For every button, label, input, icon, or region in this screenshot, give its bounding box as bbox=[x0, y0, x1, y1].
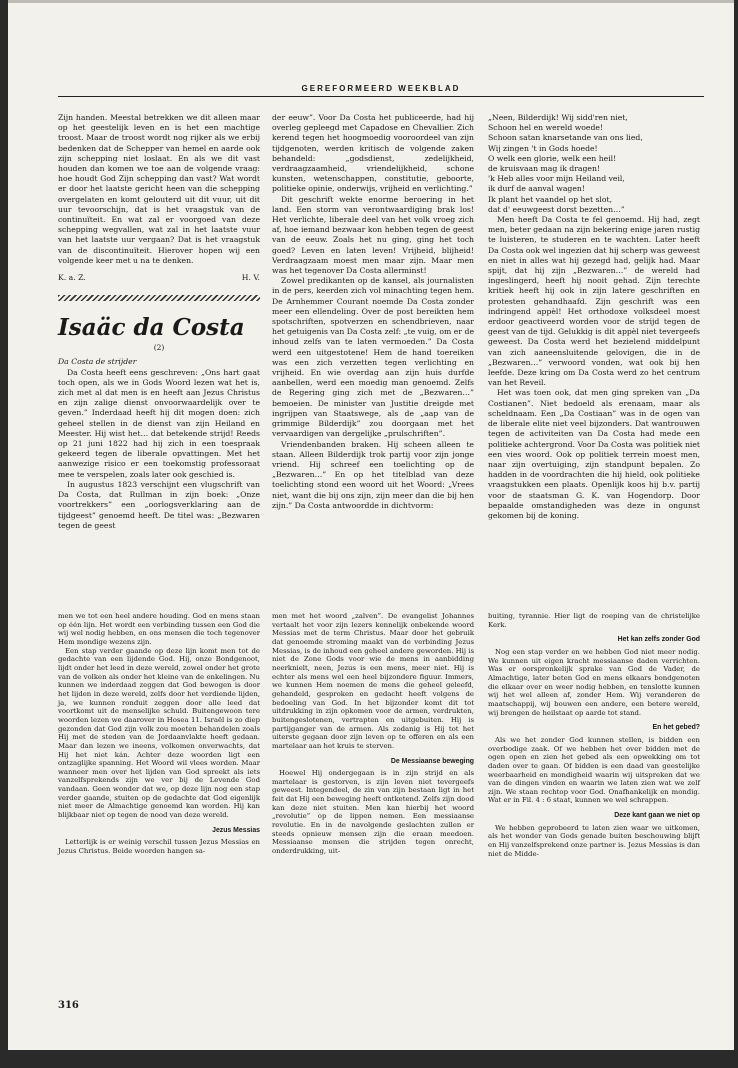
column-2 bbox=[272, 113, 474, 511]
paragraph: Letterlijk is er weinig verschil tussen Jezus Messias en Jezus Christus. Beide woorden hangen sa- bbox=[58, 838, 260, 856]
decorative-divider bbox=[58, 295, 260, 301]
paragraph: Dit geschrift wekte enorme beroering in het land. Een storm van verontwaardiging brak los! Het verlichte, liberale deel van het volk vroeg zich af, hoe iemand bezwaar kon hebben tegen de geest van de eeuw. Zoals het nu ging, ging het toch goed? Leven en laten leven! Vrijheid, blijheid! Verdraagzaam moest men maar zijn. Maar men was het tegenover Da Costa allerminst! bbox=[272, 194, 474, 276]
column-3 bbox=[488, 113, 700, 521]
paragraph: We hebben geprobeerd te laten zien waar we uitkomen, als het wonder van Gods genade buiten beschouwing blijft en Hij vanzelfsprekend onze partner is. Jezus Messias is dan niet de Midde- bbox=[488, 823, 700, 858]
paragraph: Men heeft Da Costa te fel genoemd. Hij had, zegt men, beter gedaan na zijn bekering enige jaren rustig te luisteren, te studeren en te wachten. Later heeft Da Costa ook wel ingezien dat hij scherp was geweest en niet in alles wat hij gezegd had, gelijk had. Maar spijt, dat hij zijn „Bezwaren…” de wereld had ingeslingerd, heeft hij nooit gehad. Zijn terechte kritiek heeft hij ook in zijn latere geschriften en protesten gehandhaafd. Zijn geschrift was een indringend appèl! Het orthodoxe volksdeel moest erdoor geactiveerd worden voor de strijd tegen de geest van de tijd. Gelukkig is dit appèl niet tevergeefs geweest. Da Costa werd het bezielend middelpunt van zich aaneensluitende gelovigen, die in de „Bezwaren…” verwoord vonden, wat ook bij hen leefde. Deze kring om Da Costa werd zo het centrum van het Reveil. bbox=[488, 215, 700, 388]
paragraph: Het was toen ook, dat men ging spreken van „Da Costianen”. Niet bedoeld als erenaam, maar als scheldnaam. Een „Da Costiaan” was in de ogen van de liberale elite niet veel bijzonders. Dat wantrouwen tegen de activiteiten van Da Costa had mede een politieke achtergrond. Voor Da Costa was politiek niet een vies woord. Ook op politiek terrein moest men, naar zijn overtuiging, zijn standpunt bepalen. Zo hadden in de voordrachten die hij hield, ook politieke vraagstukken een plaats. Openlijk koos hij b.v. partij voor de staatsman G. K. van Hogendorp. Door bepaalde omstandigheden was deze in ongunst gekomen bij de koning. bbox=[488, 388, 700, 520]
signature-line bbox=[58, 273, 260, 283]
signature-right: H. V. bbox=[241, 273, 260, 283]
top-edge bbox=[8, 0, 734, 3]
bottom-column-3 bbox=[488, 612, 700, 858]
signature-left: K. a. Z. bbox=[58, 273, 86, 283]
article-subtitle: Da Costa de strijder bbox=[58, 357, 137, 367]
paragraph: Zowel predikanten op de kansel, als journalisten in de pers, keerden zich vol minachting tegen hem. De Arnhemmer Courant noemde Da Costa zonder meer een ellendeling. Over de post bereikten hem spotschriften, spotverzen en schendbrieven, naar het getuigenis van Da Costa zelf: „te vuig, om er de inhoud zelfs van te laten vermoeden.” Da Costa werd een uitgestotene! Hem de hand toereiken was een zich verzetten tegen verlichting en vrijheid. En wie overdag aan zijn huis durfde aanbellen, werd een moedig man genoemd. Zelfs de Regering ging zich met de „Bezwaren…” bemoeien. De minister van Justitie dreigde met ingrijpen van Staatswege, als de „aap van de grimmige Bilderdijk” zou doorgaan met het vervaardigen van dergelijke „prulschriften”. bbox=[272, 276, 474, 439]
paragraph: der eeuw”. Voor Da Costa het publiceerde, had hij overleg gepleegd met Capadose en Chevallier. Zich kerend tegen het hoogmoedig vooroordeel van zijn tijdgenoten, werden kritisch de volgende zaken behandeld: „godsdienst, zedelijkheid, verdraagzaamheid, vriendelijkheid, schone kunsten, wetenschappen, constitutie, geboorte, politieke opinie, onderwijs, vrijheid en verlichting.” bbox=[272, 113, 474, 194]
paragraph: In augustus 1823 verschijnt een vlugschrift van Da Costa, dat Rullman in zijn boek: „Onze voortrekkers” een „oorlogsverklaring aan de tijdgeest” genoemd heeft. De titel was: „Bezwaren tegen de geest bbox=[58, 479, 260, 530]
paragraph: Da Costa heeft eens geschreven: „Ons hart gaat toch open, als we in Gods Woord lezen wat het is, zich met al dat men is en heeft aan Jezus Christus en zijn zalige dienst onvoorwaardelijk over te geven.” Inderdaad heeft hij dit mogen doen: zich geheel stellen in de dienst van zijn Heiland en Meester. Hij wist het… dat betekende strijd! Reeds op 21 juni 1822 had hij zich in een toespraak gekeerd tegen de liberale opvattingen. Met het aanwezige risico er een toekomstig professoraat mee te verspelen, zoals later ook geschied is. bbox=[58, 367, 260, 479]
running-header bbox=[58, 84, 704, 97]
running-title: GEREFORMEERD WEEKBLAD bbox=[301, 84, 461, 93]
section-heading: En het gebed? bbox=[652, 724, 700, 732]
article-number: (2) bbox=[153, 343, 165, 353]
page-number: 316 bbox=[58, 1000, 79, 1011]
section-heading: Deze kant gaan we niet op bbox=[614, 812, 700, 820]
section-heading: Jezus Messias bbox=[212, 826, 260, 834]
paragraph: buiting, tyrannie. Hier ligt de roeping van de christelijke Kerk. bbox=[488, 612, 700, 629]
section-heading: Het kan zelfs zonder God bbox=[617, 636, 700, 644]
paragraph: Een stap verder gaande op deze lijn komt men tot de gedachte van een lijdende God. Hij, onze Bondgenoot, lijdt onder het leed in deze wereld, zowel onder het grote van de volken als onder het kleine van de enkelingen. Nu kunnen we inderdaad zeggen dat God bewogen is door het lijden in deze wereld, zelfs door het verdiende lijden, ja, we kunnen ronduit zeggen door alle leed dat voortkomt uit de menselijke schuld. Buitengewoon tere woorden lezen we daarover in Hosea 11. Israël is zo diep gezonden dat God zijn volk zou moeten behandelen zoals Hij met de steden van de Jordaanvlakte heeft gedaan. Maar dan lezen we ineens, volkomen onverwachts, dat Hij het niet kán. Achter deze woorden ligt een ontzaglijke spanning. Het Woord wil vlees worden. Maar wanneer men over het lijden van God spreekt als iets vanzelfsprekends zijn we ver bij de Levende God vandaan. Geen wonder dat we, op deze lijn nog een stap verder gaande, stuiten op de gedachte dat God eigenlijk niet meer de Almachtige genoemd kan worden. Hij kan blijkbaar niet op tegen de nood van deze wereld. bbox=[58, 646, 260, 820]
page bbox=[8, 0, 734, 1060]
paragraph: Hoewel Hij ondergegaan is in zijn strijd en als martelaar is gestorven, is zijn leven niet tevergeefs geweest. Integendeel, de zin van zijn bestaan ligt in het feit dat Hij een beweging heeft ontketend. Zelfs zijn dood kan deze niet stuiten. Men kan hierbij het woord „revolutie” op de lippen nemen. Een messiaanse revolutie. En in de navolgende geslachten zullen er steeds opnieuw mensen zijn die eraan meedoen. Messiaanse mensen die strijden tegen onrecht, onderdrukking, uit- bbox=[272, 769, 474, 856]
poem: „Neen, Bilderdijk! Wij sidd'ren niet, Schoon hel en wereld woede! Schoon satan knarsetande van ons lied, Wij zingen 't in Gods hoede! O welk een glorie, welk een heil! de kruisvaan mag ik dragen! 'k Heb alles voor mijn Heiland veil, ik durf de aanval wagen! Ik plant het vaandel op het slot, dat d' eeuwgeest dorst bezetten…” bbox=[488, 113, 643, 214]
paragraph: Vriendenbanden braken. Hij scheen alleen te staan. Alleen Bilderdijk trok partij voor zijn jonge vriend. Hij schreef een toelichting op de „Bezwaren…” En op het titelblad van deze toelichting stond een woord uit het Woord: „Vrees niet, want die bij ons zijn, zijn meer dan die bij hen zijn.” Da Costa antwoordde in dichtvorm: bbox=[272, 439, 474, 510]
article-title: Isaäc da Costa bbox=[58, 314, 245, 342]
paragraph: men we tot een heel andere houding. God en mens staan op één lijn. Het wordt een verbinding tussen een God die wij wel nodig hebben, en ons mensen die toch tegenover Hem mondige wezens zijn. bbox=[58, 612, 260, 646]
bottom-column-2 bbox=[272, 612, 474, 856]
paragraph: Als we het zonder God kunnen stellen, is bidden een overbodige zaak. Of we hebben het over bidden met de ogen open en zien het gebed als een opwekking om tot daden over te gaan. Of bidden is een daad van geestelijke weerbaarheid en mondigheid waarin wij uitspreken dat we van de dingen vinden en waarin we laten zien wat we zelf zijn. We staan rechtop voor God. Onafhankelijk en mondig. Wat er in Fil. 4 : 6 staat, kunnen we wel schrappen. bbox=[488, 735, 700, 805]
section-heading: De Messiaanse beweging bbox=[390, 757, 474, 765]
paragraph: men met het woord „zalven”. De evangelist Johannes vertaalt het voor zijn lezers kennelijk onbekende woord Messias met de term Christus. Maar door het gebruik dat genoemde stroming maakt van de verbinding Jezus Messias, is de inhoud een geheel andere geworden. Hij is niet de Zone Gods voor wie de mens in aanbidding neerknielt, neen, Jezus is een mens, meer niet. Hij is echter als mens wel een heel bijzondere figuur. Immers, we kunnen Hem noemen de mens die geheel geleefd, gehandeld, gesproken en gedacht heeft volgens de bedoeling van God. In het bijzonder komt dit tot uitdrukking in zijn opkomen voor de armen, verdrukten, buitengeslotenen, vertrapten en uitgebuiten. Hij is partijganger van de armen. Als zodanig is Hij tot het uiterste gegaan door zijn leven op te offeren en als een martelaar aan het kruis te sterven. bbox=[272, 612, 474, 750]
paragraph: Zijn handen. Meestal betrekken we dit alleen maar op het geestelijk leven en is het een machtige troost. Maar de troost wordt nog rijker als we erbij bedenken dat de Schepper van hemel en aarde ook zijn schepping niet loslaat. En als we dit vast houden dan komen we toe aan de volgende vraag: hoe houdt God Zijn schepping dan vast? Wat wordt er door het laatste gericht heen van die schepping overgelaten en komt gelouterd uit dit vuur, uit dit uur tevoorschijn, dat is het vraagstuk van de continuïteit. En wat zal er voorgoed van deze schepping wegvallen, wat zal in het laatste vuur van het laatste uur vergaan? Dat is het vraagstuk van de discontinuïteit. Hierover hopen wij een volgende keer met u na te denken. bbox=[58, 113, 260, 265]
column-1 bbox=[58, 113, 260, 531]
bottom-edge bbox=[0, 1050, 738, 1060]
paragraph: Nog een stap verder en we hebben God niet meer nodig. We kunnen uit eigen kracht messiaanse daden verrichten. Was er oorspronkelijk sprake van God de Vader, de Almachtige, later beten God en mens elkaars bondgenoten die elkaar over en weer nodig hebben, en tenslotte kunnen wij het wel alleen af, zonder Hem. Wij veranderen de maatschappij, wij bouwen een andere, een betere wereld, wij brengen de heilstaat op aarde tot stand. bbox=[488, 647, 700, 717]
bottom-column-1 bbox=[58, 612, 260, 856]
